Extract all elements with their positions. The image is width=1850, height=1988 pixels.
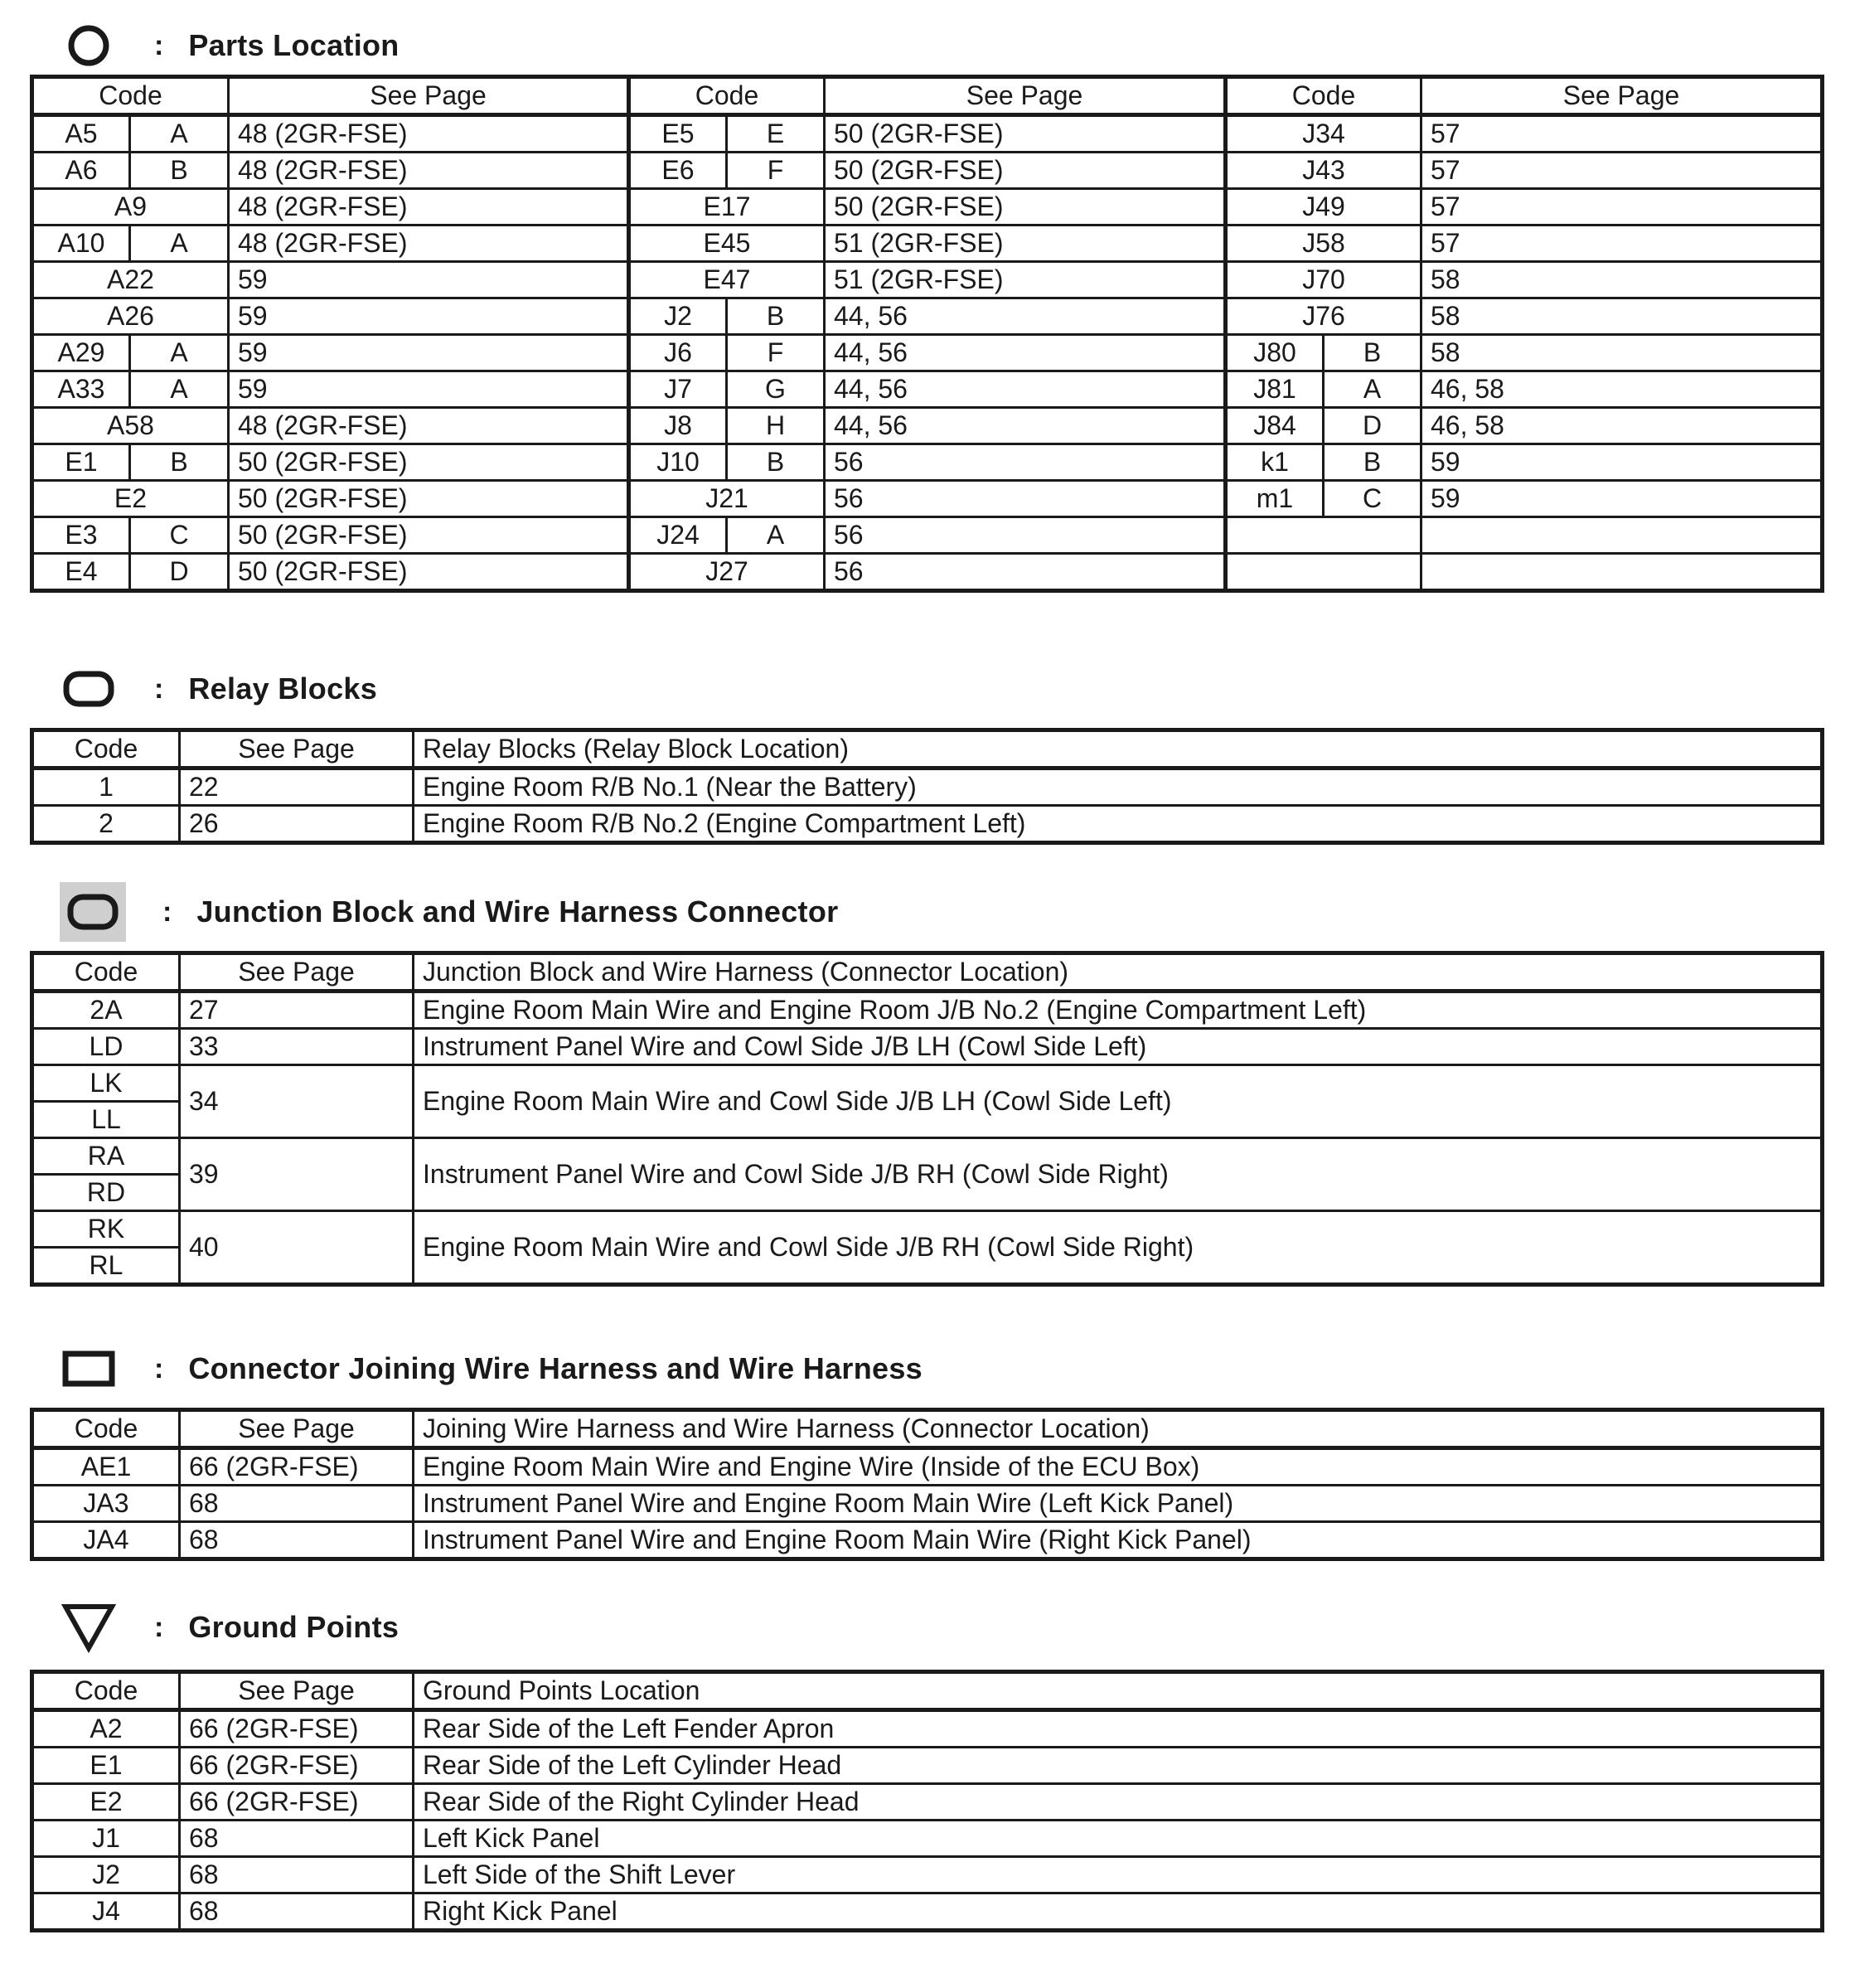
table-row [32, 1486, 1823, 1522]
header-see-page: See Page [180, 1672, 414, 1710]
header-see-page: See Page [229, 77, 629, 115]
table-row [32, 1784, 1823, 1821]
section-title: Junction Block and Wire Harness Connector [196, 895, 839, 929]
part-code: J24 [629, 517, 727, 554]
row-description: Rear Side of the Left Fender Apron [414, 1710, 1823, 1748]
part-code: J70 [1226, 262, 1421, 298]
part-see-page: 56 [825, 481, 1226, 517]
junction-block-table [30, 951, 1824, 1287]
row-code: J4 [32, 1893, 180, 1931]
table-row [32, 115, 1823, 153]
part-sub-code: H [727, 408, 825, 444]
table-row [32, 1029, 1823, 1065]
part-see-page: 48 (2GR-FSE) [229, 153, 629, 189]
part-see-page: 56 [825, 554, 1226, 591]
part-code: A58 [32, 408, 229, 444]
row-code: RD [32, 1175, 180, 1211]
part-see-page: 50 (2GR-FSE) [825, 189, 1226, 225]
part-see-page [1421, 517, 1823, 554]
part-code: J27 [629, 554, 825, 591]
part-see-page: 57 [1421, 225, 1823, 262]
part-code: J81 [1226, 371, 1324, 408]
part-see-page: 56 [825, 517, 1226, 554]
header-description: Joining Wire Harness and Wire Harness (Connector Location) [414, 1410, 1823, 1448]
header-code: Code [32, 953, 180, 992]
part-code: J43 [1226, 153, 1421, 189]
connector-joining-table [30, 1408, 1824, 1561]
header-see-page: See Page [180, 730, 414, 769]
part-see-page: 57 [1421, 189, 1823, 225]
part-see-page: 50 (2GR-FSE) [229, 554, 629, 591]
part-see-page: 59 [1421, 481, 1823, 517]
table-row [32, 408, 1823, 444]
part-sub-code: B [727, 298, 825, 335]
part-code: E2 [32, 481, 229, 517]
table-row [32, 992, 1823, 1029]
row-code: 1 [32, 769, 180, 806]
part-sub-code: B [130, 444, 229, 481]
table-row [32, 554, 1823, 591]
table-row [32, 335, 1823, 371]
row-see-page: 68 [180, 1821, 414, 1857]
part-code [1226, 554, 1421, 591]
table-row [32, 769, 1823, 806]
row-see-page: 34 [180, 1065, 414, 1138]
part-see-page: 44, 56 [825, 371, 1226, 408]
square-icon [60, 1340, 118, 1398]
part-code: E17 [629, 189, 825, 225]
part-code: A10 [32, 225, 130, 262]
row-code: J2 [32, 1857, 180, 1893]
part-see-page: 58 [1421, 298, 1823, 335]
row-code: LK [32, 1065, 180, 1102]
row-see-page: 68 [180, 1857, 414, 1893]
part-see-page: 50 (2GR-FSE) [825, 153, 1226, 189]
table-header-row [32, 1672, 1823, 1710]
table-row [32, 262, 1823, 298]
header-see-page: See Page [180, 1410, 414, 1448]
table-row [32, 1893, 1823, 1931]
part-see-page: 51 (2GR-FSE) [825, 262, 1226, 298]
connector-joining-heading [60, 1340, 923, 1398]
header-description: Relay Blocks (Relay Block Location) [414, 730, 1823, 769]
part-sub-code: C [1324, 481, 1421, 517]
table-header-row [32, 953, 1823, 992]
section-title: Relay Blocks [188, 672, 378, 705]
row-see-page: 66 (2GR-FSE) [180, 1748, 414, 1784]
row-description: Engine Room R/B No.1 (Near the Battery) [414, 769, 1823, 806]
row-code: A2 [32, 1710, 180, 1748]
row-description: Instrument Panel Wire and Engine Room Main Wire (Right Kick Panel) [414, 1522, 1823, 1559]
part-code [1226, 517, 1421, 554]
part-code: E6 [629, 153, 727, 189]
part-code: k1 [1226, 444, 1324, 481]
part-see-page: 50 (2GR-FSE) [229, 481, 629, 517]
row-description: Right Kick Panel [414, 1893, 1823, 1931]
part-see-page: 50 (2GR-FSE) [229, 444, 629, 481]
part-code: J49 [1226, 189, 1421, 225]
row-code: J1 [32, 1821, 180, 1857]
part-code: J2 [629, 298, 727, 335]
ground-points-table [30, 1670, 1824, 1932]
table-row [32, 1138, 1823, 1175]
row-see-page: 26 [180, 806, 414, 843]
part-code: E1 [32, 444, 130, 481]
shaded-rounded-rectangle-icon [60, 882, 126, 942]
table-header-row [32, 77, 1823, 115]
part-see-page: 50 (2GR-FSE) [229, 517, 629, 554]
table-header-row [32, 730, 1823, 769]
row-description: Engine Room Main Wire and Engine Room J/B No.2 (Engine Compartment Left) [414, 992, 1823, 1029]
row-description: Engine Room Main Wire and Cowl Side J/B LH (Cowl Side Left) [414, 1065, 1823, 1138]
row-description: Engine Room Main Wire and Engine Wire (Inside of the ECU Box) [414, 1448, 1823, 1486]
part-see-page: 50 (2GR-FSE) [825, 115, 1226, 153]
part-code: A9 [32, 189, 229, 225]
part-sub-code: B [1324, 444, 1421, 481]
header-code: Code [32, 730, 180, 769]
header-code: Code [32, 1410, 180, 1448]
part-code: A6 [32, 153, 130, 189]
row-code: RK [32, 1211, 180, 1248]
heading-colon: : [154, 1352, 164, 1384]
relay-blocks-table [30, 728, 1824, 845]
part-see-page: 59 [229, 298, 629, 335]
part-sub-code: D [1324, 408, 1421, 444]
row-code: RL [32, 1248, 180, 1285]
section-title: Ground Points [188, 1610, 400, 1644]
row-code: E2 [32, 1784, 180, 1821]
circle-icon [60, 17, 118, 75]
part-see-page: 59 [1421, 444, 1823, 481]
part-sub-code: G [727, 371, 825, 408]
row-code: E1 [32, 1748, 180, 1784]
heading-colon: : [154, 29, 164, 61]
part-code: J10 [629, 444, 727, 481]
part-code: E5 [629, 115, 727, 153]
part-code: J7 [629, 371, 727, 408]
part-see-page: 51 (2GR-FSE) [825, 225, 1226, 262]
part-code: J8 [629, 408, 727, 444]
row-code: LD [32, 1029, 180, 1065]
table-row [32, 1065, 1823, 1102]
table-row [32, 806, 1823, 843]
part-code: J21 [629, 481, 825, 517]
part-code: E47 [629, 262, 825, 298]
section-title: Connector Joining Wire Harness and Wire Harness [188, 1351, 923, 1385]
part-see-page: 56 [825, 444, 1226, 481]
part-see-page: 59 [229, 262, 629, 298]
row-code: 2A [32, 992, 180, 1029]
row-code: JA4 [32, 1522, 180, 1559]
row-description: Left Kick Panel [414, 1821, 1823, 1857]
part-sub-code: A [1324, 371, 1421, 408]
row-code: 2 [32, 806, 180, 843]
table-row [32, 1211, 1823, 1248]
row-see-page: 66 (2GR-FSE) [180, 1710, 414, 1748]
header-see-page: See Page [1421, 77, 1823, 115]
part-code: J84 [1226, 408, 1324, 444]
row-see-page: 66 (2GR-FSE) [180, 1784, 414, 1821]
part-see-page: 58 [1421, 262, 1823, 298]
part-code: A5 [32, 115, 130, 153]
triangle-icon [60, 1598, 118, 1656]
parts-location-table [30, 75, 1824, 593]
row-description: Rear Side of the Left Cylinder Head [414, 1748, 1823, 1784]
part-sub-code: A [130, 225, 229, 262]
part-sub-code: A [130, 335, 229, 371]
part-code: J58 [1226, 225, 1421, 262]
part-sub-code: E [727, 115, 825, 153]
row-description: Left Side of the Shift Lever [414, 1857, 1823, 1893]
part-see-page: 57 [1421, 153, 1823, 189]
header-description: Junction Block and Wire Harness (Connector Location) [414, 953, 1823, 992]
part-see-page: 46, 58 [1421, 408, 1823, 444]
table-row [32, 444, 1823, 481]
header-code: Code [32, 77, 229, 115]
part-see-page: 48 (2GR-FSE) [229, 225, 629, 262]
header-code: Code [629, 77, 825, 115]
row-code: JA3 [32, 1486, 180, 1522]
part-see-page: 59 [229, 371, 629, 408]
table-row [32, 189, 1823, 225]
part-code: m1 [1226, 481, 1324, 517]
part-see-page: 57 [1421, 115, 1823, 153]
row-description: Engine Room Main Wire and Cowl Side J/B RH (Cowl Side Right) [414, 1211, 1823, 1285]
part-see-page: 44, 56 [825, 298, 1226, 335]
part-code: A33 [32, 371, 130, 408]
part-code: J76 [1226, 298, 1421, 335]
table-row [32, 481, 1823, 517]
row-description: Instrument Panel Wire and Cowl Side J/B LH (Cowl Side Left) [414, 1029, 1823, 1065]
part-sub-code: B [130, 153, 229, 189]
table-row [32, 371, 1823, 408]
table-row [32, 1857, 1823, 1893]
part-see-page: 59 [229, 335, 629, 371]
part-code: J80 [1226, 335, 1324, 371]
table-row [32, 1821, 1823, 1857]
heading-colon: : [154, 672, 164, 705]
part-code: A29 [32, 335, 130, 371]
part-sub-code: B [1324, 335, 1421, 371]
part-sub-code: A [130, 115, 229, 153]
row-description: Rear Side of the Right Cylinder Head [414, 1784, 1823, 1821]
row-see-page: 68 [180, 1893, 414, 1931]
section-title: Parts Location [188, 28, 400, 62]
row-see-page: 27 [180, 992, 414, 1029]
table-row [32, 1448, 1823, 1486]
part-see-page: 48 (2GR-FSE) [229, 189, 629, 225]
part-code: J34 [1226, 115, 1421, 153]
part-see-page: 48 (2GR-FSE) [229, 408, 629, 444]
part-sub-code: F [727, 335, 825, 371]
table-row [32, 153, 1823, 189]
part-code: A22 [32, 262, 229, 298]
junction-block-heading [60, 882, 838, 942]
header-code: Code [32, 1672, 180, 1710]
row-see-page: 40 [180, 1211, 414, 1285]
row-code: AE1 [32, 1448, 180, 1486]
row-code: RA [32, 1138, 180, 1175]
part-see-page: 46, 58 [1421, 371, 1823, 408]
part-sub-code: B [727, 444, 825, 481]
table-row [32, 1748, 1823, 1784]
part-sub-code: A [727, 517, 825, 554]
row-see-page: 22 [180, 769, 414, 806]
part-sub-code: A [130, 371, 229, 408]
part-sub-code: D [130, 554, 229, 591]
part-code: E3 [32, 517, 130, 554]
row-code: LL [32, 1102, 180, 1138]
row-see-page: 39 [180, 1138, 414, 1211]
heading-colon: : [154, 1611, 164, 1643]
part-sub-code: F [727, 153, 825, 189]
row-see-page: 66 (2GR-FSE) [180, 1448, 414, 1486]
table-row [32, 1522, 1823, 1559]
row-description: Instrument Panel Wire and Cowl Side J/B RH (Cowl Side Right) [414, 1138, 1823, 1211]
part-sub-code: C [130, 517, 229, 554]
part-see-page: 58 [1421, 335, 1823, 371]
part-see-page: 48 (2GR-FSE) [229, 115, 629, 153]
row-see-page: 68 [180, 1486, 414, 1522]
row-description: Engine Room R/B No.2 (Engine Compartment Left) [414, 806, 1823, 843]
part-see-page [1421, 554, 1823, 591]
table-row [32, 517, 1823, 554]
header-see-page: See Page [825, 77, 1226, 115]
part-code: E45 [629, 225, 825, 262]
header-see-page: See Page [180, 953, 414, 992]
part-code: A26 [32, 298, 229, 335]
part-code: J6 [629, 335, 727, 371]
table-row [32, 225, 1823, 262]
relay-blocks-heading [60, 660, 377, 718]
row-see-page: 68 [180, 1522, 414, 1559]
rounded-rectangle-icon [60, 660, 118, 718]
parts-location-heading [60, 17, 400, 75]
heading-colon: : [162, 895, 172, 928]
part-see-page: 44, 56 [825, 335, 1226, 371]
header-description: Ground Points Location [414, 1672, 1823, 1710]
part-see-page: 44, 56 [825, 408, 1226, 444]
ground-points-heading [60, 1598, 399, 1656]
row-description: Instrument Panel Wire and Engine Room Main Wire (Left Kick Panel) [414, 1486, 1823, 1522]
part-code: E4 [32, 554, 130, 591]
header-code: Code [1226, 77, 1421, 115]
table-header-row [32, 1410, 1823, 1448]
table-row [32, 298, 1823, 335]
row-see-page: 33 [180, 1029, 414, 1065]
table-row [32, 1710, 1823, 1748]
